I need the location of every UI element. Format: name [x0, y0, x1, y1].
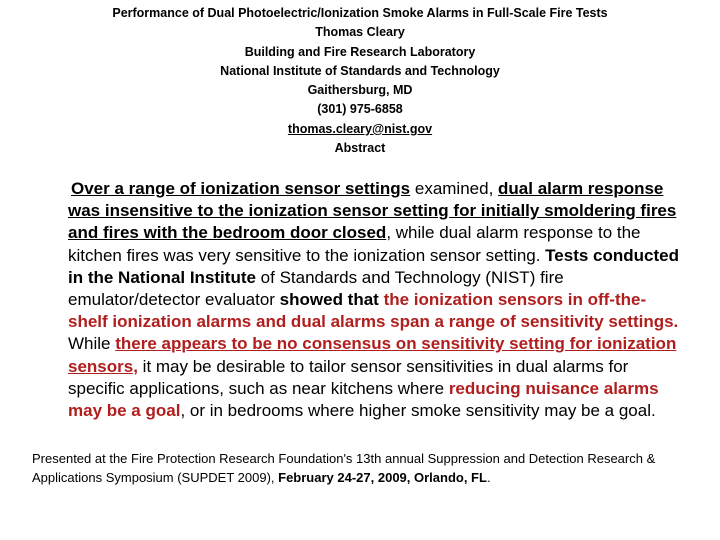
author-name: Thomas Cleary [315, 25, 405, 40]
phone-number: (301) 975-6858 [317, 102, 403, 117]
abstract-phrase-3: dual alarm response was insensitive to the ionization sensor setting for initially smoldering fires and fires with the bedroom door closed [68, 179, 677, 243]
lab-name: Building and Fire Research Laboratory [244, 44, 476, 59]
abstract-phrase-10: While [68, 334, 116, 354]
presentation-text: Presented at the Fire Protection Research Foundation's 13th annual Suppression and Detection Research & Applications Symposium (SUPDET 2009), [32, 451, 656, 485]
section-heading: Abstract [334, 141, 386, 156]
document-header [0, 4, 720, 158]
email-link[interactable]: thomas.cleary@nist.gov [287, 121, 433, 136]
abstract-phrase-4: , while dual alarm response to the kitchen fires was very sensitive to the ionization sensor setting. [68, 223, 641, 265]
abstract-phrase-9: the ionization sensors in off-the-shelf ionization alarms and dual alarms span a range of sensitivity settings. [68, 290, 679, 332]
presentation-period: . [486, 469, 491, 485]
abstract-phrase-1: Over a range of ionization sensor settings [71, 179, 411, 198]
abstract-phrase-13: reducing nuisance alarms may be a goal [68, 378, 659, 421]
abstract-phrase-7: showed that [279, 290, 379, 310]
abstract-phrase-6: of Standards and Technology (NIST) fire emulator/detector evaluator [68, 267, 564, 310]
abstract-phrase-14: , or in bedrooms where higher smoke sensitivity may be a goal. [180, 401, 656, 421]
institute-name: National Institute of Standards and Technology [220, 63, 500, 78]
location: Gaithersburg, MD [307, 83, 413, 98]
presentation-note [32, 450, 712, 487]
presentation-dates: February 24-27, 2009, Orlando, FL [278, 469, 487, 485]
abstract-phrase-12: it may be desirable to tailor sensor sensitivities in dual alarms for specific applications, such as near kitchens where [68, 356, 629, 398]
abstract-phrase-5: Tests conducted in the National Institute [68, 245, 679, 287]
abstract-phrase-11: there appears to be no consensus on sensitivity setting for ionization sensors, [68, 334, 677, 376]
paper-title: Performance of Dual Photoelectric/Ionization Smoke Alarms in Full-Scale Fire Tests [112, 6, 608, 20]
abstract-phrase-2: examined, [410, 179, 499, 198]
abstract-body [68, 178, 684, 422]
